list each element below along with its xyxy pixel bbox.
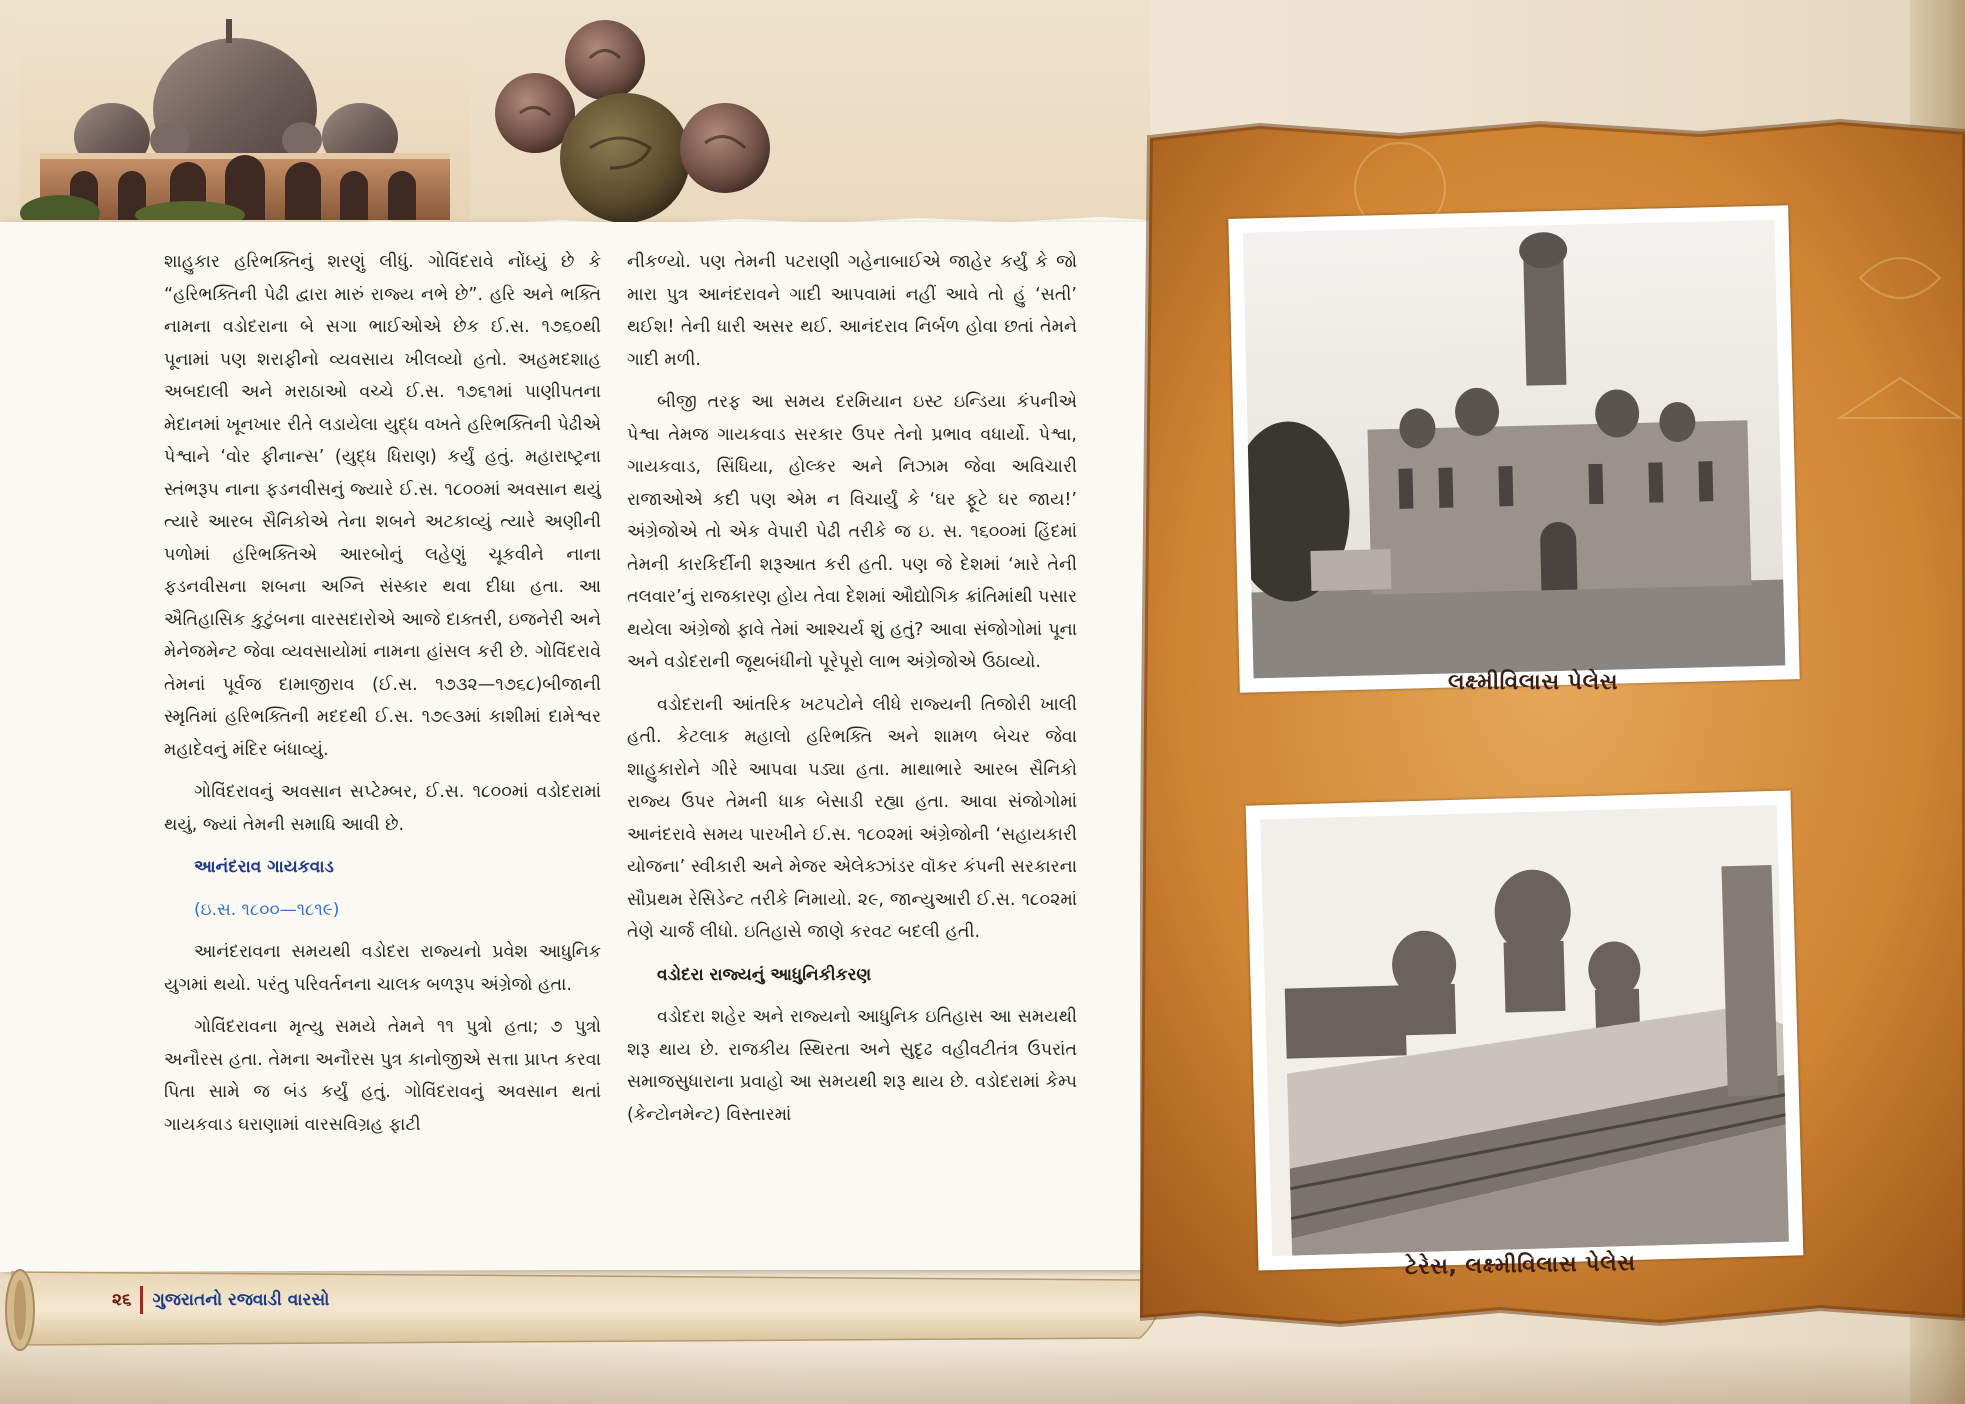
palace-dome-image	[20, 15, 470, 220]
paragraph: બીજી તરફ આ સમય દરમિયાન ઇસ્ટ ઇન્ડિયા કંપનીએ પેશ્વા તેમજ ગાયકવાડ સરકાર ઉપર તેનો પ્રભાવ વધાર્યો. પેશ્વા, ગાયકવાડ, સિંધિયા, હોલ્કર અને નિઝામ જેવા અવિચારી રાજાઓએ કદી પણ એમ ન વિચાર્યું કે ‘ઘર ફૂટે ઘર જાય!’ અંગ્રેજોએ તો એક વેપારી પેઢી તરીકે જ ઇ. સ. ૧૬૦૦માં હિંદમાં તેમની કારકિર્દીની શરૂઆત કરી હતી. પણ જે દેશમાં ‘મારે તેની તલવાર’નું રાજકારણ હોય તેવા દેશમાં ઔદ્યોગિક ક્રાંતિમાંથી પસાર થયેલા અંગ્રેજો ફાવે તેમાં આશ્ચર્ય શું હતું? આવા સંજોગોમાં પૂના અને વડોદરાની જૂથબંધીનો પૂરેપૂરો લાભ અંગ્રેજોએ ઉઠાવ્યો.	[627, 392, 1077, 672]
paragraph: વડોદરા શહેર અને રાજ્યનો આધુનિક ઇતિહાસ આ સમયથી શરૂ થાય છે. રાજકીય સ્થિરતા અને સુદૃઢ વહીવટીતંત્ર ઉપરાંત સમાજસુધારાના પ્રવાહો આ સમયથી શરૂ થાય છે. વડોદરામાં કેમ્પ (કેન્ટોનમેન્ટ) વિસ્તારમાં	[627, 1007, 1077, 1125]
photo-caption: ટેરેસ, લક્ષ્મીવિલાસ પેલેસ	[1404, 1250, 1636, 1281]
palace-photo	[1228, 205, 1799, 693]
paragraph: ગોવિંદરાવના મૃત્યુ સમયે તેમને ૧૧ પુત્રો હતા; ૭ પુત્રો અનૌરસ હતા. તેમના અનૌરસ પુત્ર કાનોજીએ સત્તા પ્રાપ્ત કરવા પિતા સામે જ બંડ કર્યું હતું. ગોવિંદરાવનું અવસાન થતાં ગાયકવાડ ઘરાણામાં વારસવિગ્રહ ફાટી	[164, 1017, 601, 1135]
left-text-column	[164, 246, 601, 1151]
paragraph: ગોવિંદરાવનું અવસાન સપ્ટેમ્બર, ઈ.સ. ૧૮૦૦માં વડોદરામાં થયું, જ્યાં તેમની સમાધિ આવી છે.	[164, 782, 601, 835]
paragraph: નીકળ્યો. પણ તેમની પટરાણી ગહેનાબાઈએ જાહેર કર્યું કે જો મારા પુત્ર આનંદરાવને ગાદી આપવામાં નહીં આવે તો હું ‘સતી’ થઈશ! તેની ધારી અસર થઈ. આનંદરાવ નિર્બળ હોવા છતાં તેમને ગાદી મળી.	[627, 252, 1077, 370]
lakshmi-vilas-palace-image	[1243, 220, 1786, 679]
page-number: ૨૬	[112, 1290, 132, 1310]
terrace-photo	[1246, 790, 1804, 1270]
coins-image	[490, 18, 780, 238]
paragraph: આનંદરાવના સમયથી વડોદરા રાજ્યનો પ્રવેશ આધુનિક યુગમાં થયો. પરંતુ પરિવર્તનના ચાલક બળરૂપ અંગ્રેજો હતા.	[164, 942, 601, 995]
photo-caption: લક્ષ્મીવિલાસ પેલેસ	[1448, 670, 1619, 695]
section-heading: આનંદરાવ ગાયકવાડ	[194, 857, 334, 877]
lakshmi-vilas-terrace-image	[1260, 805, 1789, 1256]
paragraph: શાહુકાર હરિભક્તિનું શરણું લીધું. ગોવિંદરાવે નોંધ્યું છે કે “હરિભક્તિની પેઢી દ્વારા મારું રાજ્ય નભે છે”. હરિ અને ભક્તિ નામના વડોદરાના બે સગા ભાઈઓએ છેક ઈ.સ. ૧૭૬૦થી પૂનામાં પણ શરાફીનો વ્યવસાય ખીલવ્યો હતો. અહમદશાહ અબદાલી અને મરાઠાઓ વચ્ચે ઈ.સ. ૧૭૬૧માં પાણીપતના મેદાનમાં ખૂનખાર રીતે લડાયેલા યુદ્ધ વખતે હરિભક્તિની પેઢીએ પેશ્વાને ‘વોર ફીનાન્સ’ (યુદ્ધ ધિરાણ) કર્યું હતું. મહારાષ્ટ્રના સ્તંભરૂપ નાના ફડનવીસનું જ્યારે ઈ.સ. ૧૮૦૦માં અવસાન થયું ત્યારે આરબ સૈનિકોએ તેના શબને અટકાવ્યું ત્યારે અણીની પળોમાં હરિભક્તિએ આરબોનું લહેણું ચૂકવીને નાના ફડનવીસના શબના અગ્નિ સંસ્કાર થવા દીધા હતા. આ ઐતિહાસિક કુટુંબના વારસદારોએ આજે દાક્તરી, ઇજનેરી અને મેનેજમેન્ટ જેવા વ્યવસાયોમાં નામના હાંસલ કરી છે. ગોવિંદરાવે તેમનાં પૂર્વજ દામાજીરાવ (ઈ.સ. ૧૭૩૨—૧૭૬૮)બીજાની સ્મૃતિમાં હરિભક્તિની મદદથી ઈ.સ. ૧૭૯૩માં કાશીમાં દામેશ્વર મહાદેવનું મંદિર બંધાવ્યું.	[164, 252, 601, 760]
page-footer	[112, 1286, 329, 1314]
bottom-shadow	[0, 1344, 1965, 1404]
section-subheading: (ઇ.સ. ૧૮૦૦—૧૮૧૯)	[194, 899, 340, 920]
right-text-column	[627, 246, 1077, 1141]
paragraph: વડોદરાની આંતરિક ખટપટોને લીધે રાજ્યની તિજોરી ખાલી હતી. કેટલાક મહાલો હરિભક્તિ અને શામળ બેચર જેવા શાહુકારોને ગીરે આપવા પડ્યા હતા. માથાભારે આરબ સૈનિકો રાજ્ય ઉપર તેમની ધાક બેસાડી રહ્યા હતા. આવા સંજોગોમાં આનંદરાવે સમય પારખીને ઈ.સ. ૧૮૦૨માં અંગ્રેજોની ‘સહાયકારી યોજના’ સ્વીકારી અને મેજર એલેક્ઝાંડર વૉકર કંપની સરકારના સૌપ્રથમ રેસિડેન્ટ તરીકે નિમાયો. ૨૯, જાન્યુઆરી ઈ.સ. ૧૮૦૨માં તેણે ચાર્જ લીધો. ઇતિહાસે જાણે કરવટ બદલી હતી.	[627, 694, 1077, 942]
footer-divider	[140, 1286, 143, 1314]
book-title: ગુજરાતનો રજવાડી વારસો	[152, 1290, 330, 1310]
section-heading: વડોદરા રાજ્યનું આધુનિકીકરણ	[657, 964, 872, 985]
